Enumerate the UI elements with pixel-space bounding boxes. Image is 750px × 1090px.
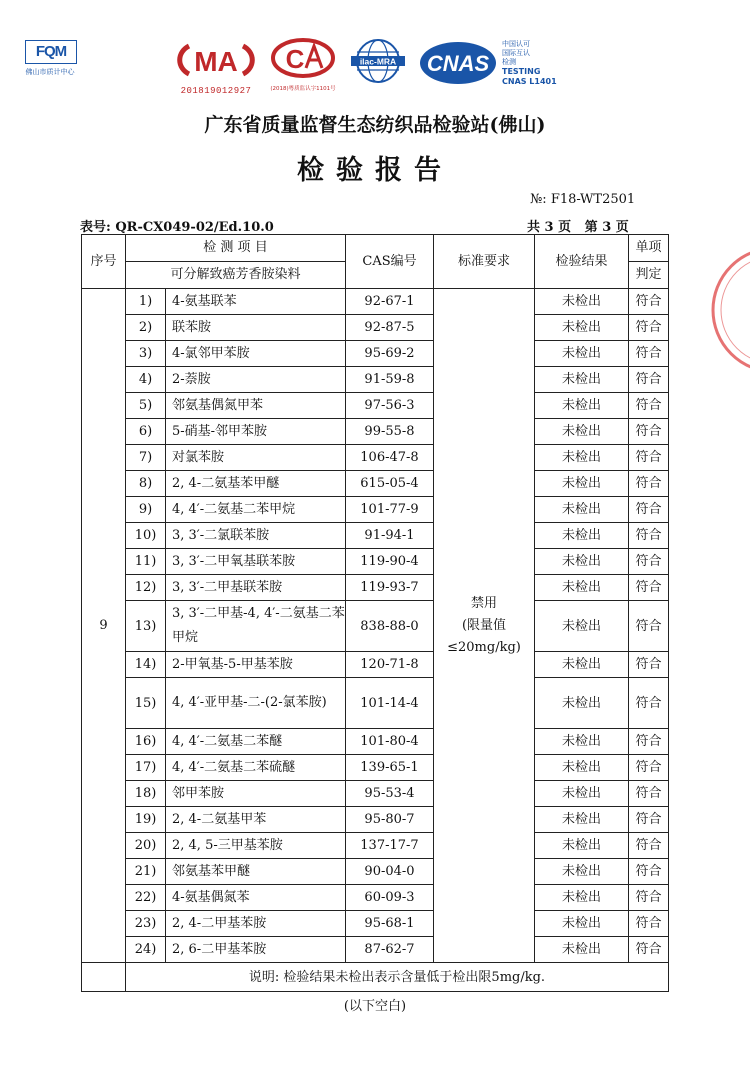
result-value: 未检出 (535, 289, 629, 315)
item-number: 3) (126, 341, 166, 367)
item-name: 3, 3′-二氯联苯胺 (166, 523, 346, 549)
item-number: 11) (126, 549, 166, 575)
item-name: 4-氯邻甲苯胺 (166, 341, 346, 367)
table-row (82, 833, 669, 859)
cas-number: 91-94-1 (346, 523, 434, 549)
cas-number: 95-80-7 (346, 807, 434, 833)
item-number: 18) (126, 781, 166, 807)
cas-number: 87-62-7 (346, 937, 434, 963)
item-number: 9) (126, 497, 166, 523)
report-number: №: F18-WT2501 (530, 192, 636, 207)
cal-logo (268, 38, 338, 92)
verdict-value: 符合 (629, 445, 669, 471)
cma-number: 201819012927 (180, 86, 252, 96)
result-value: 未检出 (535, 937, 629, 963)
result-value: 未检出 (535, 833, 629, 859)
cal-icon (268, 38, 338, 78)
table-row (82, 911, 669, 937)
verdict-value: 符合 (629, 937, 669, 963)
requirement-line: (限量值 (461, 617, 507, 633)
item-number: 20) (126, 833, 166, 859)
cas-number: 60-09-3 (346, 885, 434, 911)
cnas-caption-en-1: TESTING (502, 67, 541, 76)
item-number: 12) (126, 575, 166, 601)
fqm-logo (20, 40, 80, 77)
item-name: 2, 4-二氨基苯甲醚 (166, 471, 346, 497)
item-name: 联苯胺 (166, 315, 346, 341)
table-row (82, 445, 669, 471)
item-name: 3, 3′-二甲氧基联苯胺 (166, 549, 346, 575)
verdict-value: 符合 (629, 859, 669, 885)
item-number: 15) (126, 678, 166, 729)
cas-number: 838-88-0 (346, 601, 434, 652)
table-row (82, 601, 669, 652)
cma-icon (175, 40, 257, 80)
result-value: 未检出 (535, 911, 629, 937)
group-number: 9 (82, 289, 126, 963)
cnas-caption-en-2: CNAS L1401 (502, 77, 557, 86)
cnas-caption-zh-3: 检测 (502, 58, 516, 66)
cas-number: 97-56-3 (346, 393, 434, 419)
result-value: 未检出 (535, 859, 629, 885)
result-value: 未检出 (535, 652, 629, 678)
item-number: 22) (126, 885, 166, 911)
verdict-value: 符合 (629, 367, 669, 393)
requirement-line: ≤20mg/kg) (447, 639, 521, 655)
table-row (82, 341, 669, 367)
cas-number: 101-14-4 (346, 678, 434, 729)
cas-number: 99-55-8 (346, 419, 434, 445)
blank-below-note: (以下空白) (343, 999, 407, 1014)
item-number: 7) (126, 445, 166, 471)
header-result: 检验结果 (535, 235, 629, 289)
item-number: 21) (126, 859, 166, 885)
item-name: 4, 4′-二氨基二苯硫醚 (166, 755, 346, 781)
cas-number: 91-59-8 (346, 367, 434, 393)
verdict-value: 符合 (629, 755, 669, 781)
item-number: 6) (126, 419, 166, 445)
table-row (82, 497, 669, 523)
page-info: 共 3 页 第 3 页 (527, 220, 629, 235)
item-name: 对氯苯胺 (166, 445, 346, 471)
header-verdict-2: 判定 (629, 262, 669, 289)
document-title: 检验报告 (297, 155, 453, 186)
result-value: 未检出 (535, 755, 629, 781)
verdict-value: 符合 (629, 781, 669, 807)
verdict-value: 符合 (629, 601, 669, 652)
item-number: 13) (126, 601, 166, 652)
inspection-stamp-icon (700, 235, 750, 385)
item-number: 24) (126, 937, 166, 963)
header-cas: CAS编号 (346, 235, 434, 289)
verdict-value: 符合 (629, 911, 669, 937)
verdict-value: 符合 (629, 523, 669, 549)
verdict-value: 符合 (629, 497, 669, 523)
verdict-value: 符合 (629, 315, 669, 341)
item-number: 16) (126, 729, 166, 755)
item-name: 4, 4′-亚甲基-二-(2-氯苯胺) (166, 678, 346, 729)
table-row (82, 575, 669, 601)
table-row (82, 315, 669, 341)
requirement-line: 禁用 (470, 595, 497, 611)
table-row (82, 549, 669, 575)
ilac-mra-logo (345, 38, 411, 88)
cas-number: 95-69-2 (346, 341, 434, 367)
table-row (82, 419, 669, 445)
verdict-value: 符合 (629, 419, 669, 445)
cas-number: 139-65-1 (346, 755, 434, 781)
item-name: 2, 4-二甲基苯胺 (166, 911, 346, 937)
cas-number: 95-53-4 (346, 781, 434, 807)
verdict-value: 符合 (629, 575, 669, 601)
form-number: 表号: QR-CX049-02/Ed.10.0 (80, 220, 274, 235)
verdict-value: 符合 (629, 807, 669, 833)
item-name: 4, 4′-二氨基二苯甲烷 (166, 497, 346, 523)
cnas-caption-zh-2: 国际互认 (502, 49, 530, 57)
result-value: 未检出 (535, 807, 629, 833)
result-value: 未检出 (535, 393, 629, 419)
item-name: 邻氨基苯甲醚 (166, 859, 346, 885)
item-name: 2, 4-二氨基甲苯 (166, 807, 346, 833)
table-row (82, 393, 669, 419)
result-value: 未检出 (535, 678, 629, 729)
item-name: 4-氨基偶氮苯 (166, 885, 346, 911)
ilac-globe-icon (345, 38, 411, 84)
table-row (82, 807, 669, 833)
cas-number: 92-87-5 (346, 315, 434, 341)
table-row (82, 755, 669, 781)
result-value: 未检出 (535, 781, 629, 807)
item-name: 5-硝基-邻甲苯胺 (166, 419, 346, 445)
table-row (82, 885, 669, 911)
fqm-logo-mark: FQM (25, 40, 77, 64)
item-number: 5) (126, 393, 166, 419)
item-name: 邻氨基偶氮甲苯 (166, 393, 346, 419)
results-body (82, 289, 669, 963)
item-name: 4-氨基联苯 (166, 289, 346, 315)
item-number: 4) (126, 367, 166, 393)
result-value: 未检出 (535, 341, 629, 367)
item-number: 10) (126, 523, 166, 549)
table-row (82, 523, 669, 549)
item-name: 2-萘胺 (166, 367, 346, 393)
verdict-value: 符合 (629, 341, 669, 367)
item-name: 2, 4, 5-三甲基苯胺 (166, 833, 346, 859)
item-number: 14) (126, 652, 166, 678)
header-seq: 序号 (82, 235, 126, 289)
cal-caption: (2018)粤质监认字1101号 (270, 86, 336, 92)
cma-logo-mark: MA (194, 46, 238, 77)
table-row (82, 471, 669, 497)
cas-number: 101-80-4 (346, 729, 434, 755)
result-value: 未检出 (535, 575, 629, 601)
result-value: 未检出 (535, 497, 629, 523)
cas-number: 119-90-4 (346, 549, 434, 575)
cnas-caption-zh-1: 中国认可 (502, 40, 530, 48)
verdict-value: 符合 (629, 393, 669, 419)
cas-number: 615-05-4 (346, 471, 434, 497)
cas-number: 119-93-7 (346, 575, 434, 601)
result-value: 未检出 (535, 549, 629, 575)
cas-number: 95-68-1 (346, 911, 434, 937)
table-row (82, 652, 669, 678)
cnas-icon (418, 40, 498, 86)
results-table (81, 234, 669, 992)
table-note: 说明: 检验结果未检出表示含量低于检出限5mg/kg. (126, 963, 669, 992)
item-name: 3, 3′-二甲基联苯胺 (166, 575, 346, 601)
table-row (82, 937, 669, 963)
header-verdict-1: 单项 (629, 235, 669, 262)
cnas-logo (418, 40, 498, 90)
verdict-value: 符合 (629, 678, 669, 729)
result-value: 未检出 (535, 367, 629, 393)
item-number: 8) (126, 471, 166, 497)
header-standard: 标准要求 (434, 235, 535, 289)
item-number: 1) (126, 289, 166, 315)
item-number: 2) (126, 315, 166, 341)
table-row (82, 729, 669, 755)
item-name: 2, 6-二甲基苯胺 (166, 937, 346, 963)
item-name: 4, 4′-二氨基二苯醚 (166, 729, 346, 755)
result-value: 未检出 (535, 471, 629, 497)
cal-logo-mark: C (285, 44, 305, 74)
result-value: 未检出 (535, 419, 629, 445)
header-item: 检 测 项 目 (126, 235, 346, 262)
cas-number: 137-17-7 (346, 833, 434, 859)
result-value: 未检出 (535, 601, 629, 652)
result-value: 未检出 (535, 445, 629, 471)
result-value: 未检出 (535, 523, 629, 549)
header-item-sub: 可分解致癌芳香胺染料 (126, 262, 346, 289)
table-row (82, 367, 669, 393)
cas-number: 120-71-8 (346, 652, 434, 678)
table-row (82, 859, 669, 885)
ilac-logo-mark: ilac-MRA (359, 56, 397, 67)
verdict-value: 符合 (629, 729, 669, 755)
verdict-value: 符合 (629, 885, 669, 911)
verdict-value: 符合 (629, 549, 669, 575)
fqm-logo-caption: 佛山市质计中心 (25, 68, 75, 76)
item-name: 3, 3′-二甲基-4, 4′-二氨基二苯甲烷 (166, 601, 346, 652)
item-number: 23) (126, 911, 166, 937)
verdict-value: 符合 (629, 471, 669, 497)
table-row (82, 289, 669, 315)
item-name: 2-甲氧基-5-甲基苯胺 (166, 652, 346, 678)
cas-number: 101-77-9 (346, 497, 434, 523)
cas-number: 90-04-0 (346, 859, 434, 885)
note-spacer (82, 963, 126, 992)
verdict-value: 符合 (629, 652, 669, 678)
cnas-logo-mark: CNAS (426, 51, 490, 76)
result-value: 未检出 (535, 729, 629, 755)
cnas-caption (502, 40, 577, 87)
verdict-value: 符合 (629, 833, 669, 859)
cma-logo (175, 40, 257, 96)
result-value: 未检出 (535, 885, 629, 911)
result-value: 未检出 (535, 315, 629, 341)
cas-number: 106-47-8 (346, 445, 434, 471)
organization-title: 广东省质量监督生态纺织品检验站(佛山) (204, 114, 546, 136)
item-number: 17) (126, 755, 166, 781)
item-name: 邻甲苯胺 (166, 781, 346, 807)
requirement-cell (434, 289, 535, 963)
item-number: 19) (126, 807, 166, 833)
verdict-value: 符合 (629, 289, 669, 315)
table-row (82, 678, 669, 729)
cas-number: 92-67-1 (346, 289, 434, 315)
table-row (82, 781, 669, 807)
